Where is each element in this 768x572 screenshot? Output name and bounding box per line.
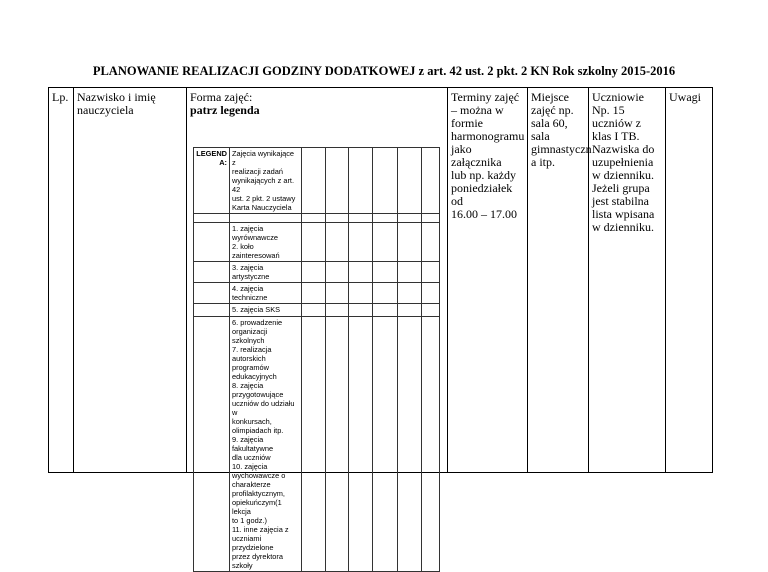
legend-row: 6. prowadzenie organizacji szkolnych 7. realizacja autorskich programów edukacyjnych 8. zajęcia przygotowujące uczniów do udziału w konkursach, olimpiadach itp. 9. zajęcia fakultatywne dla uczniów 10. zajęcia wychowawcze o charakterze profilaktycznym, opiekuńczym(1 lekcja to 1 godz.) 11. inne zajęcia z uczniami przydzielone przez dyrektora szkoły	[230, 317, 302, 572]
col-uwagi: Uwagi	[666, 88, 713, 473]
legend-row: 1. zajęcia wyrównawcze 2. koło zainteresowań	[230, 223, 302, 262]
legend-row: Zajęcia wynikające z realizacji zadań wynikających z art. 42 ust. 2 pkt. 2 ustawy Karta Nauczyciela	[230, 148, 302, 214]
legend-table	[193, 147, 440, 572]
col-nazwisko: Nazwisko i imię nauczyciela	[74, 88, 187, 473]
legend-row: 5. zajęcia SKS	[230, 304, 302, 317]
col-forma	[187, 88, 448, 570]
legend-label: LEGEND A:	[194, 148, 230, 214]
forma-label: Forma zajęć:	[190, 90, 253, 104]
col-lp: Lp.	[49, 88, 74, 473]
col-terminy: Terminy zajęć – można w formie harmonogramu jako załącznika lub np. każdy poniedziałek od 16.00 – 17.00	[448, 88, 528, 473]
col-miejsce: Miejsce zajęć np. sala 60, sala gimnastyczn a itp.	[528, 88, 589, 473]
planning-table	[48, 87, 713, 570]
document-title: PLANOWANIE REALIZACJI GODZINY DODATKOWEJ z art. 42 ust. 2 pkt. 2 KN Rok szkolny 2015-2016	[92, 64, 676, 78]
forma-sublabel: patrz legenda	[190, 103, 260, 117]
legend-row	[230, 214, 302, 223]
col-uczniowie: Uczniowie Np. 15 uczniów z klas I TB. Nazwiska do uzupełnienia w dzienniku. Jeżeli grupa jest stabilna lista wpisana w dzienniku.	[589, 88, 666, 473]
legend-row: 3. zajęcia artystyczne	[230, 262, 302, 283]
legend-row: 4. zajęcia techniczne	[230, 283, 302, 304]
